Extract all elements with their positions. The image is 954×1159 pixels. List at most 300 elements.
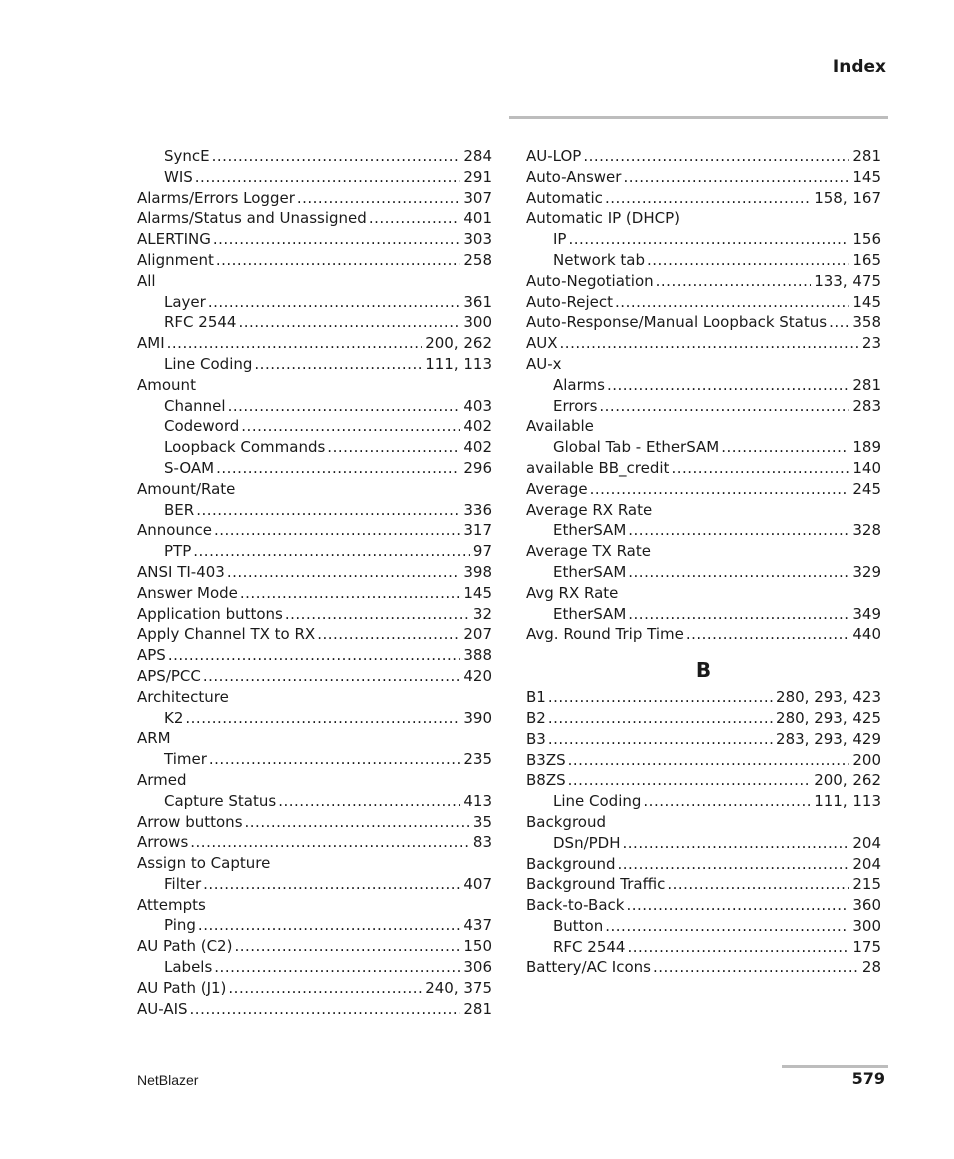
index-page-numbers: 303 [463,230,492,249]
index-page-numbers: 140 [852,458,881,477]
dot-leader [548,687,773,708]
index-term: Background [526,854,616,873]
index-entry [526,312,881,333]
index-page-numbers: 145 [852,167,881,186]
index-term: ARM [137,729,171,748]
index-entry [526,458,881,479]
index-page-numbers: 401 [463,209,492,228]
index-term: Errors [553,396,598,415]
running-header-title: Index [832,57,886,77]
dot-leader [656,271,812,292]
footer-rule [782,1065,888,1068]
index-term: WIS [164,167,193,186]
dot-leader [203,666,460,687]
dot-leader [214,520,460,541]
index-page-numbers: 245 [852,479,881,498]
index-term: Amount/Rate [137,479,236,498]
index-page-numbers: 280, 293, 425 [776,708,881,727]
dot-leader [193,541,470,562]
index-term: Button [553,916,604,935]
dot-leader [560,333,859,354]
index-term: APS/PCC [137,666,201,685]
index-page-numbers: 361 [463,292,492,311]
index-subentry [137,416,492,437]
index-subentry [137,874,492,895]
index-term: EtherSAM [553,562,627,581]
dot-leader [317,624,460,645]
dot-leader [190,832,470,853]
index-subentry [137,354,492,375]
index-entry [526,271,881,292]
index-page-numbers: 349 [852,604,881,623]
index-term: Filter [164,874,202,893]
index-term: Average TX Rate [526,542,651,561]
index-group-a [526,146,881,645]
index-page-numbers: 207 [463,625,492,644]
index-subentry [526,562,881,583]
index-term: Channel [164,396,226,415]
index-subentry [526,937,881,958]
index-page-numbers: 83 [472,833,492,852]
index-term: Alignment [137,250,214,269]
dot-leader [829,312,849,333]
index-entry [137,583,492,604]
index-page-numbers: 283, 293, 429 [776,729,881,748]
dot-leader [234,936,460,957]
dot-leader [605,916,849,937]
index-page-numbers: 358 [852,313,881,332]
dot-leader [208,292,461,313]
index-term: Average [526,479,588,498]
index-term: Line Coding [553,792,642,811]
index-entry [526,708,881,729]
index-term: AUX [526,334,558,353]
dot-leader [168,645,461,666]
dot-leader [628,604,849,625]
index-subentry [526,791,881,812]
dot-leader [213,229,461,250]
index-term: Codeword [164,417,240,436]
index-page-numbers: 336 [463,500,492,519]
index-term: Avg. Round Trip Time [526,625,684,644]
dot-leader [647,250,849,271]
index-page-numbers: 175 [852,937,881,956]
index-term: Answer Mode [137,583,238,602]
dot-leader [548,729,773,750]
index-page-numbers: 145 [463,583,492,602]
index-page-numbers: 328 [852,521,881,540]
index-term: AU-x [526,354,562,373]
index-term: AU Path (C2) [137,937,233,956]
index-subentry [137,708,492,729]
index-subentry [137,957,492,978]
index-term: EtherSAM [553,604,627,623]
index-entry [526,895,881,916]
index-page-numbers: 407 [463,874,492,893]
index-term: Announce [137,521,212,540]
index-entry [526,541,881,562]
index-subentry [137,292,492,313]
index-group-b [526,687,881,978]
index-term: Average RX Rate [526,500,653,519]
index-term: Amount [137,375,196,394]
dot-leader [653,957,859,978]
index-page-numbers: 291 [463,167,492,186]
index-page-numbers: 240, 375 [425,978,492,997]
dot-leader [568,750,850,771]
index-term: Arrows [137,833,189,852]
index-term: Alarms/Errors Logger [137,188,295,207]
index-subentry [526,604,881,625]
index-term: B2 [526,708,546,727]
dot-leader [615,292,849,313]
index-term: B8ZS [526,771,566,790]
dot-leader [209,749,460,770]
index-entry [526,854,881,875]
index-subentry [526,437,881,458]
dot-leader [212,146,461,167]
index-subentry [137,167,492,188]
index-entry [526,687,881,708]
index-page-numbers: 200 [852,750,881,769]
index-page-numbers: 28 [861,958,881,977]
index-term: Avg RX Rate [526,583,619,602]
dot-leader [254,354,422,375]
index-term: Timer [164,750,207,769]
index-term: Capture Status [164,791,277,810]
index-entry [526,146,881,167]
index-entry [137,832,492,853]
index-column-right [526,146,881,978]
dot-leader [203,874,460,895]
index-entry [526,812,881,833]
index-page-numbers: 189 [852,438,881,457]
index-entry [526,957,881,978]
dot-leader [195,167,461,188]
index-term: Layer [164,292,206,311]
index-term: Backgroud [526,812,606,831]
index-term: Auto-Reject [526,292,614,311]
dot-leader [278,791,460,812]
dot-leader [214,957,460,978]
index-page-numbers: 281 [463,999,492,1018]
index-page-numbers: 235 [463,750,492,769]
index-subentry [526,250,881,271]
index-entry [137,250,492,271]
index-term: Attempts [137,895,206,914]
index-term: Assign to Capture [137,854,271,873]
index-entry [137,624,492,645]
index-term: Global Tab - EtherSAM [553,438,720,457]
index-entry [526,500,881,521]
index-page-numbers: 35 [472,812,492,831]
index-page-numbers: 413 [463,791,492,810]
index-page-numbers: 32 [472,604,492,623]
index-page-numbers: 390 [463,708,492,727]
dot-leader [686,624,850,645]
dot-leader [618,854,850,875]
dot-leader [297,188,461,209]
index-page-numbers: 300 [463,313,492,332]
index-entry [526,292,881,313]
index-entry [526,354,881,375]
dot-leader [241,416,460,437]
index-term: AU-AIS [137,999,188,1018]
dot-leader [628,562,849,583]
index-term: Alarms/Status and Unassigned [137,209,367,228]
index-term: Auto-Answer [526,167,622,186]
index-term: PTP [164,542,192,561]
index-term: K2 [164,708,184,727]
dot-leader [607,375,849,396]
index-entry [526,208,881,229]
index-page-numbers: 284 [463,147,492,165]
index-subentry [526,916,881,937]
dot-leader [628,520,849,541]
index-entry [137,770,492,791]
section-letter-b: B [695,658,712,683]
index-page-numbers: 300 [852,916,881,935]
index-subentry [526,229,881,250]
index-entry [526,874,881,895]
index-term: Network tab [553,250,645,269]
index-page-numbers: 215 [852,875,881,894]
index-term: available BB_credit [526,458,670,477]
dot-leader [196,500,460,521]
index-page-numbers: 200, 262 [814,771,881,790]
index-term: RFC 2544 [553,937,626,956]
index-entry [137,978,492,999]
index-term: SyncE [164,147,210,165]
dot-leader [167,333,423,354]
index-entry [137,999,492,1020]
index-term: Loopback Commands [164,438,326,457]
index-term: Auto-Response/Manual Loopback Status [526,313,828,332]
index-subentry [137,458,492,479]
dot-leader [626,895,849,916]
index-term: Automatic IP (DHCP) [526,209,680,228]
index-subentry [137,500,492,521]
index-term: BER [164,500,195,519]
index-term: IP [553,230,567,249]
index-page-numbers: 440 [852,625,881,644]
index-term: Apply Channel TX to RX [137,625,316,644]
index-subentry [137,915,492,936]
index-page-numbers: 420 [463,666,492,685]
index-entry [526,770,881,791]
index-page-numbers: 283 [852,396,881,415]
dot-leader [590,479,850,500]
index-page-numbers: 145 [852,292,881,311]
index-subentry [137,749,492,770]
index-page-numbers: 156 [852,230,881,249]
index-subentry [137,146,492,167]
dot-leader [245,812,470,833]
index-subentry [137,437,492,458]
dot-leader [285,604,470,625]
index-entry [137,895,492,916]
index-page-numbers: 281 [852,147,881,165]
index-page-numbers: 158, 167 [814,188,881,207]
index-term: Background Traffic [526,875,666,894]
index-subentry [526,520,881,541]
index-term: Arrow buttons [137,812,243,831]
dot-leader [605,188,811,209]
index-term: AU-LOP [526,147,582,165]
index-entry [137,812,492,833]
index-subentry [137,541,492,562]
index-page-numbers: 204 [852,833,881,852]
index-entry [137,271,492,292]
index-term: AU Path (J1) [137,978,227,997]
index-entry [137,562,492,583]
index-page-numbers: 111, 113 [425,354,492,373]
index-page-numbers: 437 [463,916,492,935]
index-entry [526,333,881,354]
index-page-numbers: 23 [861,334,881,353]
index-subentry [137,396,492,417]
index-subentry [526,396,881,417]
index-page-numbers: 307 [463,188,492,207]
index-page-numbers: 200, 262 [425,334,492,353]
index-entry [137,666,492,687]
index-page-numbers: 150 [463,937,492,956]
index-page-numbers: 296 [463,458,492,477]
index-page-numbers: 258 [463,250,492,269]
dot-leader [583,146,849,167]
index-entry [526,479,881,500]
index-entry [137,188,492,209]
dot-leader [627,937,849,958]
dot-leader [227,562,461,583]
index-term: APS [137,646,166,665]
dot-leader [643,791,811,812]
dot-leader [228,396,461,417]
dot-leader [216,458,460,479]
index-subentry [526,833,881,854]
index-term: ANSI TI-403 [137,562,225,581]
index-term: Auto-Negotiation [526,271,654,290]
index-term: Alarms [553,375,605,394]
dot-leader [185,708,460,729]
index-term: AMI [137,334,165,353]
dot-leader [228,978,422,999]
index-term: Available [526,417,594,436]
index-term: Ping [164,916,196,935]
index-entry [526,583,881,604]
index-entry [137,645,492,666]
index-term: ALERTING [137,230,211,249]
index-term: B1 [526,688,546,707]
index-entry [137,728,492,749]
index-entry [137,936,492,957]
index-page-numbers: 204 [852,854,881,873]
index-term: EtherSAM [553,521,627,540]
index-term: Battery/AC Icons [526,958,651,977]
dot-leader [240,583,460,604]
index-page-numbers: 97 [472,542,492,561]
index-page-numbers: 280, 293, 423 [776,688,881,707]
dot-leader [238,312,460,333]
index-entry [137,375,492,396]
index-entry [137,520,492,541]
index-page-numbers: 111, 113 [814,792,881,811]
index-entry [137,687,492,708]
index-term: Line Coding [164,354,253,373]
index-subentry [137,791,492,812]
index-column-left [137,146,492,1019]
dot-leader [721,437,849,458]
index-term: Labels [164,958,213,977]
dot-leader [623,167,849,188]
index-page-numbers: 388 [463,646,492,665]
index-page-numbers: 360 [852,896,881,915]
index-page-numbers: 281 [852,375,881,394]
index-entry [137,604,492,625]
index-term: Automatic [526,188,603,207]
index-term: B3 [526,729,546,748]
dot-leader [190,999,461,1020]
dot-leader [327,437,460,458]
index-entry [526,167,881,188]
header-rule [509,116,888,119]
index-entry [526,729,881,750]
index-entry [526,750,881,771]
index-page-numbers: 329 [852,562,881,581]
index-page-numbers: 317 [463,521,492,540]
footer-page-number: 579 [851,1069,885,1088]
dot-leader [623,833,850,854]
index-term: B3ZS [526,750,566,769]
index-term: S-OAM [164,458,215,477]
index-entry [137,229,492,250]
index-entry [526,416,881,437]
index-entry [526,624,881,645]
dot-leader [548,708,773,729]
index-term: Armed [137,770,187,789]
index-term: DSn/PDH [553,833,621,852]
dot-leader [667,874,849,895]
dot-leader [198,915,460,936]
index-page-numbers: 403 [463,396,492,415]
index-page-numbers: 133, 475 [814,271,881,290]
dot-leader [568,229,849,250]
index-page-numbers: 306 [463,958,492,977]
index-term: RFC 2544 [164,313,237,332]
index-entry [526,188,881,209]
index-subentry [137,312,492,333]
index-term: Back-to-Back [526,896,625,915]
index-entry [137,208,492,229]
index-entry [137,479,492,500]
index-entry [137,333,492,354]
footer-product-name: NetBlazer [137,1072,199,1088]
index-entry [137,853,492,874]
index-page-numbers: 398 [463,562,492,581]
index-subentry [526,375,881,396]
index-term: All [137,271,156,290]
index-page-numbers: 402 [463,417,492,436]
index-term: Architecture [137,687,229,706]
index-page-numbers: 165 [852,250,881,269]
dot-leader [369,208,461,229]
index-page-numbers: 402 [463,438,492,457]
dot-leader [599,396,849,417]
dot-leader [671,458,849,479]
dot-leader [216,250,461,271]
dot-leader [568,770,812,791]
index-term: Application buttons [137,604,283,623]
